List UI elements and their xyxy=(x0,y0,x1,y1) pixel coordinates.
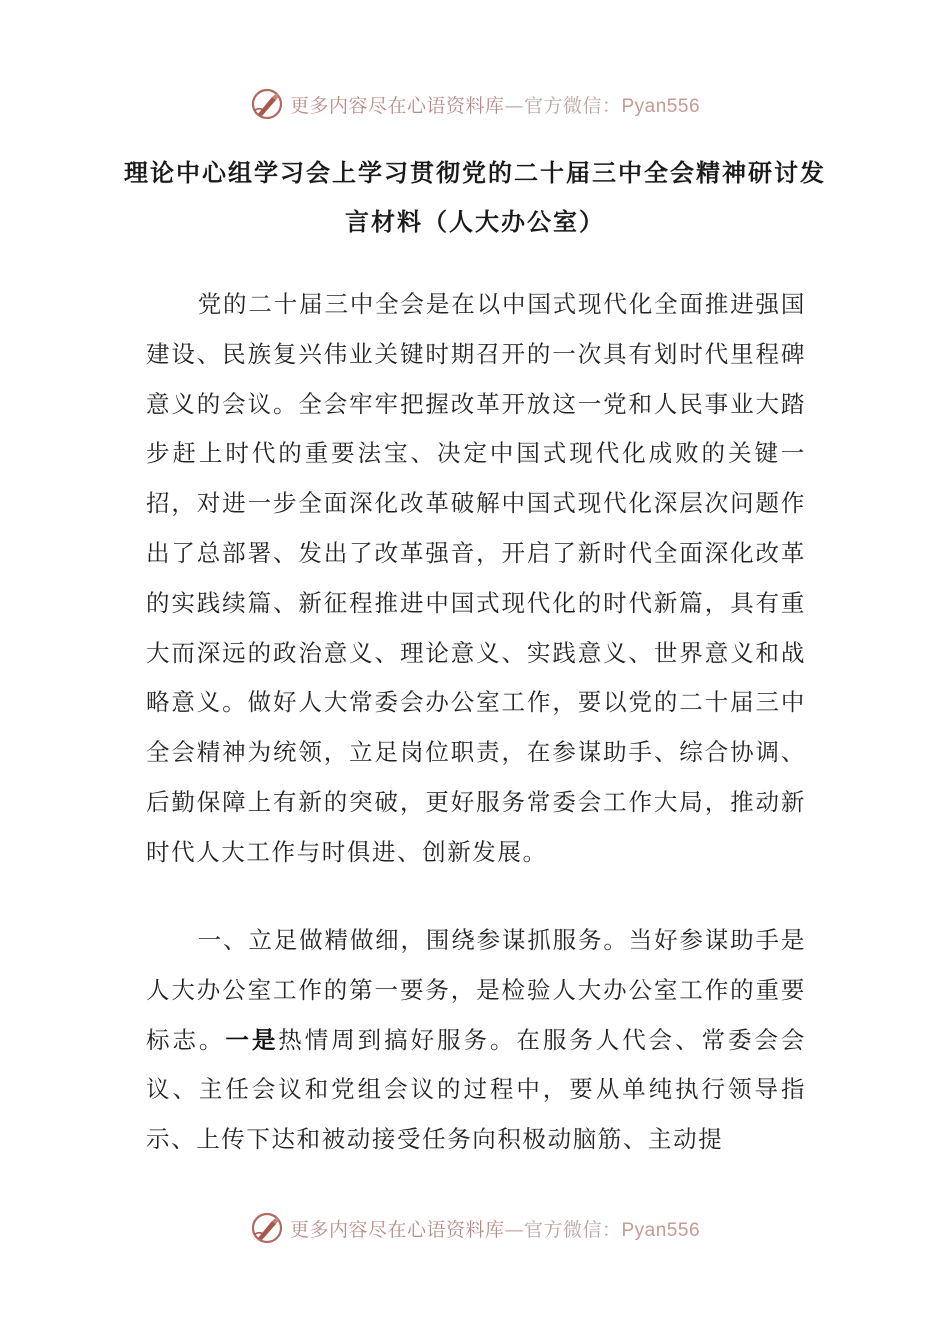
point-1-marker: 一是 xyxy=(225,1025,279,1054)
watermark-wechat-id: Pyan556 xyxy=(621,1219,701,1241)
pen-nib-circle-icon xyxy=(250,1211,284,1245)
watermark-text xyxy=(290,1215,700,1242)
watermark-dash: — xyxy=(504,1218,524,1241)
pen-nib-circle-icon xyxy=(250,87,284,121)
watermark-text xyxy=(290,91,700,118)
watermark-site-name: 更多内容尽在心语资料库 xyxy=(289,1218,505,1241)
watermark-site-name: 更多内容尽在心语资料库 xyxy=(289,94,505,117)
watermark-wechat-label: 官方微信： xyxy=(523,1218,622,1241)
watermark-wechat-label: 官方微信： xyxy=(523,94,622,117)
document-title: 理论中心组学习会上学习贯彻党的二十届三中全会精神研讨发言材料（人大办公室） xyxy=(124,158,826,236)
body-paragraph-1: 党的二十届三中全会是在以中国式现代化全面推进强国建设、民族复兴伟业关键时期召开的一次具有划时代里程碑意义的会议。全会牢牢把握改革开放这一党和人民事业大踏步赶上时代的重要法宝、决定中国式现代化成败的关键一招，对进一步全面深化改革破解中国式现代化深层次问题作出了总部署、发出了改革强音，开启了新时代全面深化改革的实践续篇、新征程推进中国式现代化的时代新篇，具有重大而深远的政治意义、理论意义、实践意义、世界意义和战略意义。做好人大常委会办公室工作，要以党的二十届三中全会精神为统领，立足岗位职责，在参谋助手、综合协调、后勤保障上有新的突破，更好服务常委会工作大局，推动新时代人大工作与时俱进、创新发展。 xyxy=(146,290,806,866)
watermark-wechat-id: Pyan556 xyxy=(621,95,701,117)
point-1-text: 热情周到搞好服务。在服务人代会、常委会会议、主任会议和党组会议的过程中，要从单纯执行领导指示、上传下达和被动接受任务向积极动脑筋、主动提 xyxy=(146,1025,807,1154)
footer-watermark-banner xyxy=(0,1208,950,1248)
header-watermark-banner xyxy=(0,84,950,124)
section-1-intro: 一、立足做精做细，围绕参谋抓服务。当好参谋助手是人大办公室工作的第一要务，是检验人大办公室工作的重要标志。 xyxy=(146,926,806,1054)
body-paragraph-2 xyxy=(146,916,806,1165)
watermark-dash: — xyxy=(504,94,524,117)
